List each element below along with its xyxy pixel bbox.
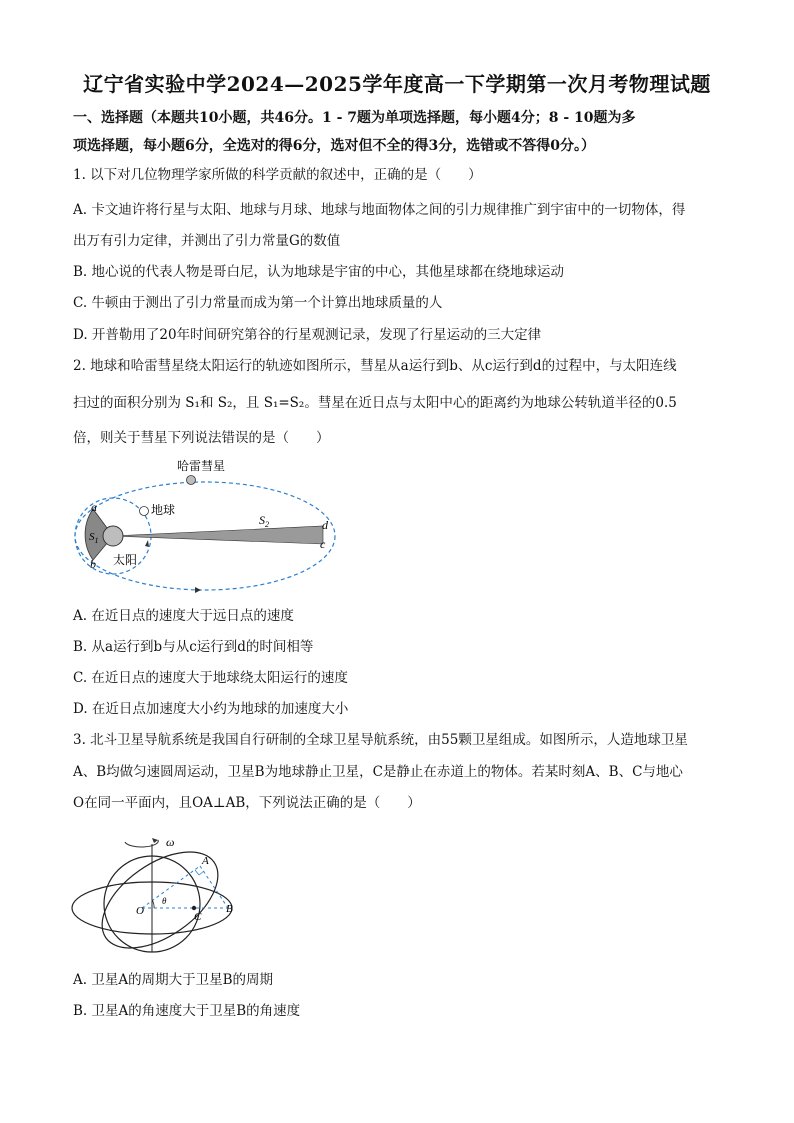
label-s1: $S_1$ (89, 531, 99, 545)
area-s2 (113, 526, 323, 544)
comet-direction-arrow (195, 587, 201, 593)
label-c: c (320, 537, 326, 551)
q3-option-b: B. 卫星A的角速度大于卫星B的角速度 (73, 1003, 301, 1019)
q3-stem-line-2: A、B均做匀速圆周运动，卫星B为地球静止卫星，C是静止在赤道上的物体。若某时刻A、B、C与地心 (73, 764, 683, 780)
point-c (192, 906, 196, 910)
label-d: d (322, 518, 328, 532)
q1-stem: 1. 以下对几位物理学家所做的科学贡献的叙述中，正确的是（ ） (73, 167, 482, 183)
q1-option-d: D. 开普勒用了20年时间研究第谷的行星观测记录，发现了行星运动的三大定律 (73, 327, 542, 343)
q3-stem-line-3: O在同一平面内，且OA⊥AB，下列说法正确的是（ ） (73, 795, 421, 811)
label-a: a (91, 500, 97, 514)
section-heading (73, 104, 733, 160)
q3-stem-line-1: 3. 北斗卫星导航系统是我国自行研制的全球卫星导航系统，由55颗卫星组成。如图所示，人造地球卫星 (73, 732, 688, 748)
section-heading-line-2: 项选择题，每小题6分，全选对的得6分，选对但不全的得3分，选错或不答得0分。） (73, 138, 595, 154)
orbit-a (85, 833, 234, 958)
q2-stem-line-3: 倍，则关于彗星下列说法错误的是（ ） (73, 430, 330, 446)
earth-direction-arrow (145, 540, 149, 547)
line-oa (142, 866, 200, 908)
comet-label: 哈雷彗星 (177, 459, 226, 473)
label-C: C (194, 911, 202, 923)
q1-option-b: B. 地心说的代表人物是哥白尼，认为地球是宇宙的中心，其他星球都在绕地球运动 (73, 264, 565, 280)
q2-option-b: B. 从a运行到b与从c运行到d的时间相等 (73, 639, 314, 655)
q3-option-a: A. 卫星A的周期大于卫星B的周期 (73, 972, 274, 988)
line-ab (200, 866, 228, 908)
sun-label: 太阳 (113, 553, 138, 567)
satellite-figure (70, 828, 250, 958)
label-A: A (202, 855, 209, 867)
exam-title: 辽宁省实验中学2024—2025学年度高一下学期第一次月考物理试题 (83, 72, 711, 96)
earth-label: 地球 (151, 503, 176, 517)
q2-option-c: C. 在近日点的速度大于地球绕太阳运行的速度 (73, 670, 348, 686)
q1-option-a-line-2: 出万有引力定律，并测出了引力常量G的数值 (73, 233, 341, 249)
section-heading-line-1: 一、选择题（本题共10小题，共46分。1 - 7题为单项选择题，每小题4分；8 - 10题为多 (73, 110, 636, 126)
comet-icon (187, 476, 196, 485)
comet-orbit-figure (73, 452, 343, 598)
omega-label: ω (166, 835, 175, 849)
q1-option-c: C. 牛顿由于测出了引力常量而成为第一个计算出地球质量的人 (73, 295, 443, 311)
label-O: O (136, 905, 144, 917)
q2-stem-line-1: 2. 地球和哈雷彗星绕太阳运行的轨迹如图所示，彗星从a运行到b、从c运行到d的过程中，与太阳连线 (73, 358, 677, 374)
sun-icon (103, 526, 123, 546)
label-B: B (226, 903, 233, 915)
q2-stem-line-2: 扫过的面积分别为 S₁和 S₂，且 S₁=S₂。彗星在近日点与太阳中心的距离约为地球公转轨道半径的0.5 (73, 395, 677, 411)
right-angle-mark (195, 870, 204, 875)
q1-option-a-line-1: A. 卡文迪许将行星与太阳、地球与月球、地球与地面物体之间的引力规律推广到宇宙中的一切物体，得 (73, 202, 686, 218)
label-s2: $S_2$ (259, 513, 269, 529)
q2-option-d: D. 在近日点加速度大小约为地球的加速度大小 (73, 701, 349, 717)
label-b: b (90, 557, 96, 571)
rotation-arrow-head (152, 838, 158, 843)
earth-icon (140, 507, 149, 516)
q2-option-a: A. 在近日点的速度大于远日点的速度 (73, 608, 294, 624)
label-theta: θ (162, 896, 167, 906)
